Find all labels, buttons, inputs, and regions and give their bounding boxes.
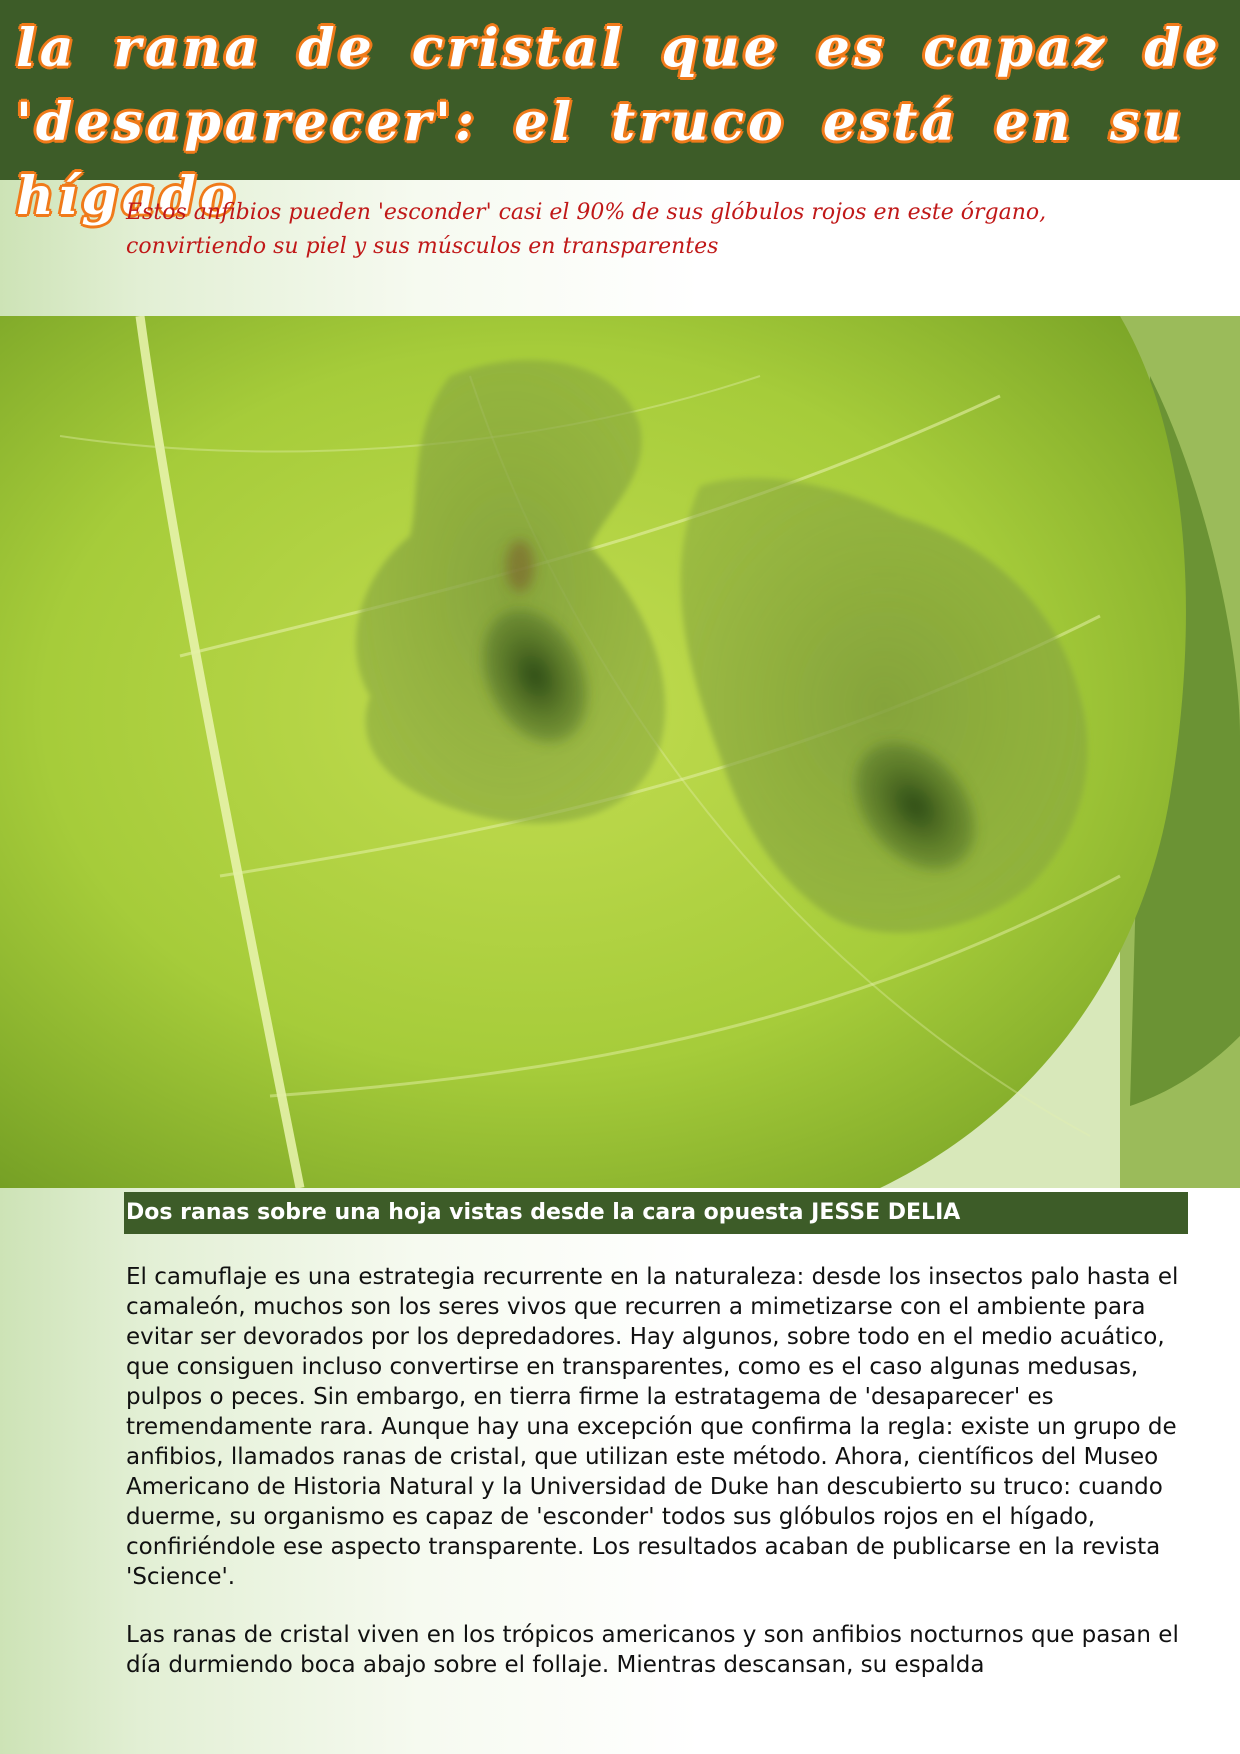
article-paragraph-2: Las ranas de cristal viven en los trópicos americanos y son anfibios nocturnos que pasan el día durmiendo boca abajo sobre el follaje. Mientras descansan, su espalda: [126, 1622, 1179, 1678]
image-caption-bar: [124, 1192, 1188, 1234]
title-banner: [0, 0, 1240, 227]
article-photo: [0, 316, 1240, 1188]
article-paragraph-1: El camuflaje es una estrategia recurrente en la naturaleza: desde los insectos palo hasta el camaleón, muchos son los seres vivos que recurren a mimetizarse con el ambiente para evitar ser devorados por los depredadores. Hay algunos, sobre todo en el medio acuático, que consiguen incluso convertirse en transparentes, como es el caso algunas medusas, pulpos o peces. Sin embargo, en tierra firme la estratagema de 'desaparecer' es tremendamente rara. Aunque hay una excepción que confirma la regla: existe un grupo de anfibios, llamados ranas de cristal, que utilizan este método. Ahora, científicos del Museo Americano de Historia Natural y la Universidad de Duke han descubierto su truco: cuando duerme, su organismo es capaz de 'esconder' todos sus glóbulos rojos en el hígado, confiriéndole ese aspecto transparente. Los resultados acaban de publicarse en la revista 'Science'.: [126, 1264, 1179, 1590]
article-subtitle: Estos anfibios pueden 'esconder' casi el 90% de sus glóbulos rojos en este órgano, convirtiendo su piel y sus músculos en transparentes: [126, 200, 1047, 259]
article-title: la rana de cristal que es capaz de 'desaparecer': el truco está en su hígado: [16, 18, 1222, 227]
image-caption: Dos ranas sobre una hoja vistas desde la cara opuesta JESSE DELIA: [126, 1200, 961, 1225]
article-body: [126, 1262, 1200, 1708]
